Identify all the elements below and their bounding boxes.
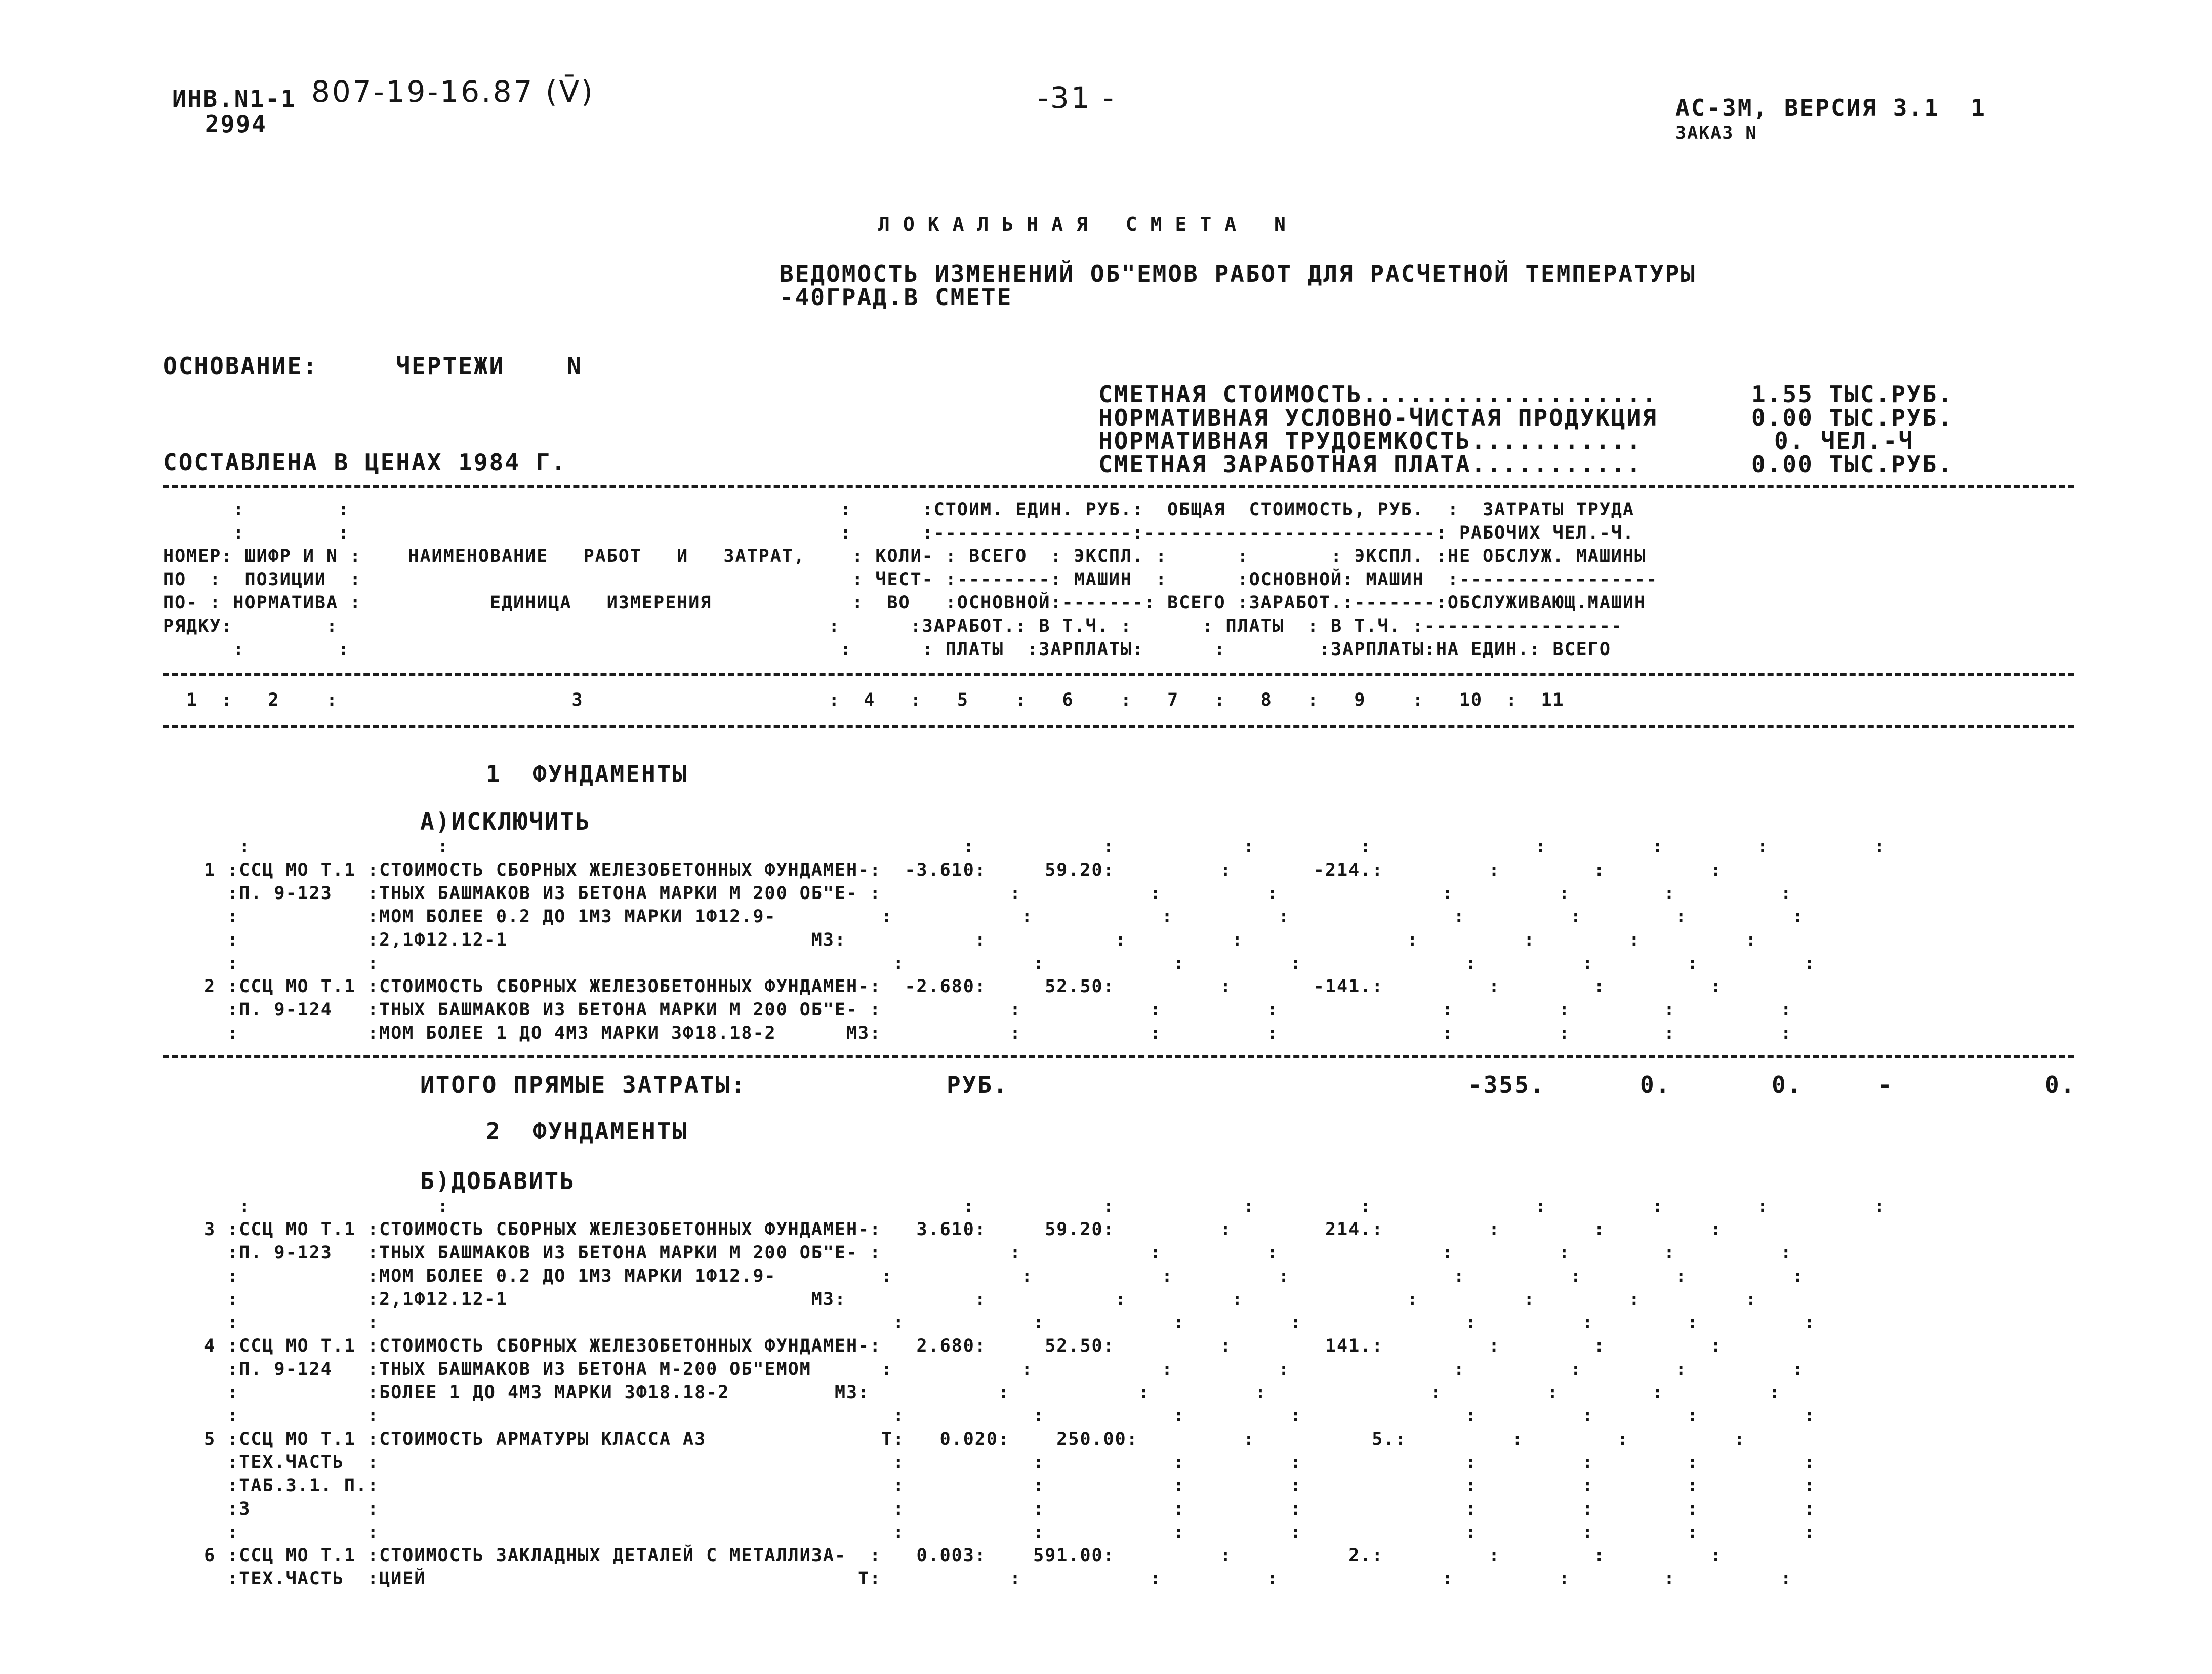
table-row: :ТАБ.3.1. П.: : : : : : : : :: [192, 1476, 1816, 1496]
table-row: : : : : : : : : : :: [192, 1406, 1816, 1426]
table-row: 1 :ССЦ МО Т.1 :СТОИМОСТЬ СБОРНЫХ ЖЕЛЕЗОБЕТОННЫХ ФУНДАМЕН-: -3.610: 59.20: : -214.: : : :: [192, 860, 1723, 880]
table-row: : : : : : : : : : :: [192, 1196, 1886, 1216]
table-row: :ТЕХ.ЧАСТЬ : : : : : : : : :: [192, 1452, 1816, 1473]
column-numbers: 1 : 2 : 3 : 4 : 5 : 6 : 7 : 8 : 9 : 10 : 11: [163, 690, 1565, 710]
rule-header-bottom: [163, 673, 2074, 676]
table-row: 2 :ССЦ МО Т.1 :СТОИМОСТЬ СБОРНЫХ ЖЕЛЕЗОБЕТОННЫХ ФУНДАМЕН-: -2.680: 52.50: : -141.: : : :: [192, 976, 1723, 997]
table-row: : :2,1Ф12.12-1 М3: : : : : : : :: [192, 930, 1757, 950]
table-header-line: : : : : ПЛАТЫ :ЗАРПЛАТЫ: : :ЗАРПЛАТЫ:НА ЕДИН.: ВСЕГО: [163, 639, 1611, 660]
table-row: :П. 9-123 :ТНЫХ БАШМАКОВ ИЗ БЕТОНА МАРКИ М 200 ОБ"Е- : : : : : : : :: [192, 1243, 1792, 1263]
table-row: :П. 9-124 :ТНЫХ БАШМАКОВ ИЗ БЕТОНА М-200 ОБ"ЕМОМ : : : : : : : :: [192, 1359, 1804, 1379]
summary-value-wages: 0.00 ТЫС.РУБ.: [1751, 451, 1954, 478]
table-header-line: : : : :СТОИМ. ЕДИН. РУБ.: ОБЩАЯ СТОИМОСТЬ, РУБ. : ЗАТРАТЫ ТРУДА: [163, 500, 1635, 520]
table-row: :ТЕХ.ЧАСТЬ :ЦИЕЙ Т: : : : : : : :: [192, 1569, 1792, 1589]
total-unit: РУБ.: [947, 1071, 1009, 1098]
order-number: ЗАКАЗ N: [1675, 123, 1757, 143]
section-1-subtitle: А)ИСКЛЮЧИТЬ: [420, 808, 591, 835]
basis-line: ОСНОВАНИЕ: ЧЕРТЕЖИ N: [163, 352, 583, 380]
table-row: :П. 9-124 :ТНЫХ БАШМАКОВ ИЗ БЕТОНА МАРКИ М 200 ОБ"Е- : : : : : : : :: [192, 1000, 1792, 1020]
table-row: : :МОМ БОЛЕЕ 0.2 ДО 1М3 МАРКИ 1Ф12.9- : : : : : : : :: [192, 907, 1804, 927]
section-1-title: 1 ФУНДАМЕНТЫ: [486, 760, 688, 788]
table-header-line: : : : :-----------------:-------------------------: РАБОЧИХ ЧЕЛ.-Ч.: [163, 523, 1635, 543]
table-row: : :МОМ БОЛЕЕ 1 ДО 4М3 МАРКИ 3Ф18.18-2 М3: : : : : : : :: [192, 1023, 1792, 1043]
total-col-9: 0.: [1772, 1071, 1803, 1098]
summary-value-labor-intensity: 0. ЧЕЛ.-Ч: [1774, 427, 1914, 455]
table-header-line: ПО : ПОЗИЦИИ : : ЧЕСТ- :--------: МАШИН : :ОСНОВНОЙ: МАШИН :-----------------: [163, 569, 1658, 590]
prices-note: СОСТАВЛЕНА В ЦЕНАХ 1984 Г.: [163, 448, 567, 476]
total-col-11: 0.: [2045, 1071, 2076, 1098]
subtitle-line-1: ВЕДОМОСТЬ ИЗМЕНЕНИЙ ОБ"ЕМОВ РАБОТ ДЛЯ РАСЧЕТНОЙ ТЕМПЕРАТУРЫ: [780, 260, 1696, 288]
summary-label-wages: СМЕТНАЯ ЗАРАБОТНАЯ ПЛАТА...........: [1098, 451, 1643, 478]
rule-top: [163, 485, 2074, 488]
inventory-label: ИНВ.N1-1: [172, 85, 297, 112]
rule-section-1-total: [163, 1055, 2074, 1058]
table-row: : : : : : : : : : :: [192, 953, 1816, 973]
table-row: 6 :ССЦ МО Т.1 :СТОИМОСТЬ ЗАКЛАДНЫХ ДЕТАЛЕЙ С МЕТАЛЛИЗА- : 0.003: 591.00: : 2.: : : :: [192, 1545, 1723, 1566]
table-row: : : : : : : : : : :: [192, 1313, 1816, 1333]
table-row: 3 :ССЦ МО Т.1 :СТОИМОСТЬ СБОРНЫХ ЖЕЛЕЗОБЕТОННЫХ ФУНДАМЕН-: 3.610: 59.20: : 214.: : : :: [192, 1219, 1723, 1240]
table-row: : : : : : : : : : :: [192, 1522, 1816, 1542]
total-col-10: -: [1878, 1071, 1894, 1098]
page-number: -31 -: [1038, 80, 1116, 115]
table-row: 4 :ССЦ МО Т.1 :СТОИМОСТЬ СБОРНЫХ ЖЕЛЕЗОБЕТОННЫХ ФУНДАМЕН-: 2.680: 52.50: : 141.: : : :: [192, 1336, 1723, 1356]
table-row: : :2,1Ф12.12-1 М3: : : : : : : :: [192, 1289, 1757, 1310]
section-2-title: 2 ФУНДАМЕНТЫ: [486, 1118, 688, 1145]
total-label: ИТОГО ПРЯМЫЕ ЗАТРАТЫ:: [420, 1071, 747, 1098]
total-col-7: -355.: [1468, 1071, 1546, 1098]
table-header-line: РЯДКУ: : : :ЗАРАБОТ.: В Т.Ч. : : ПЛАТЫ : В Т.Ч. :-----------------: [163, 616, 1623, 636]
summary-label-labor-intensity: НОРМАТИВНАЯ ТРУДОЕМКОСТЬ...........: [1098, 427, 1643, 455]
summary-label-net-production: НОРМАТИВНАЯ УСЛОВНО-ЧИСТАЯ ПРОДУКЦИЯ: [1098, 404, 1658, 431]
table-row: :П. 9-123 :ТНЫХ БАШМАКОВ ИЗ БЕТОНА МАРКИ М 200 ОБ"Е- : : : : : : : :: [192, 883, 1792, 904]
handwritten-code: 807-19-16.87 (V̄): [311, 74, 595, 109]
summary-value-estimated-cost: 1.55 ТЫС.РУБ.: [1751, 381, 1954, 408]
table-header-line: НОМЕР: ШИФР И N : НАИМЕНОВАНИЕ РАБОТ И ЗАТРАТ, : КОЛИ- : ВСЕГО : ЭКСПЛ. : : : ЭКСПЛ. :НЕ ОБСЛУЖ. МАШИНЫ: [163, 546, 1647, 566]
table-row: 5 :ССЦ МО Т.1 :СТОИМОСТЬ АРМАТУРЫ КЛАССА А3 Т: 0.020: 250.00: : 5.: : : :: [192, 1429, 1746, 1449]
table-row: : :БОЛЕЕ 1 ДО 4М3 МАРКИ 3Ф18.18-2 М3: : : : : : : :: [192, 1382, 1781, 1403]
summary-label-estimated-cost: СМЕТНАЯ СТОИМОСТЬ...................: [1098, 381, 1658, 408]
table-row: : :МОМ БОЛЕЕ 0.2 ДО 1М3 МАРКИ 1Ф12.9- : : : : : : : :: [192, 1266, 1804, 1286]
summary-value-net-production: 0.00 ТЫС.РУБ.: [1751, 404, 1954, 431]
rule-column-numbers: [163, 725, 2074, 728]
section-2-subtitle: Б)ДОБАВИТЬ: [420, 1167, 576, 1195]
subtitle-line-2: -40ГРАД.В СМЕТЕ: [780, 283, 1013, 311]
table-row: :3 : : : : : : : : :: [192, 1499, 1816, 1519]
program-version: АС-3М, ВЕРСИЯ 3.1 1: [1675, 94, 1986, 121]
table-row: : : : : : : : : : :: [192, 837, 1886, 857]
inventory-number: 2994: [205, 110, 267, 138]
document-title: ЛОКАЛЬНАЯ СМЕТА N: [878, 213, 1299, 235]
table-header-line: ПО- : НОРМАТИВА : ЕДИНИЦА ИЗМЕРЕНИЯ : ВО :ОСНОВНОЙ:-------: ВСЕГО :ЗАРАБОТ.:-------:ОБСЛУЖИВАЮЩ.МАШИН: [163, 593, 1647, 613]
total-col-8: 0.: [1640, 1071, 1671, 1098]
